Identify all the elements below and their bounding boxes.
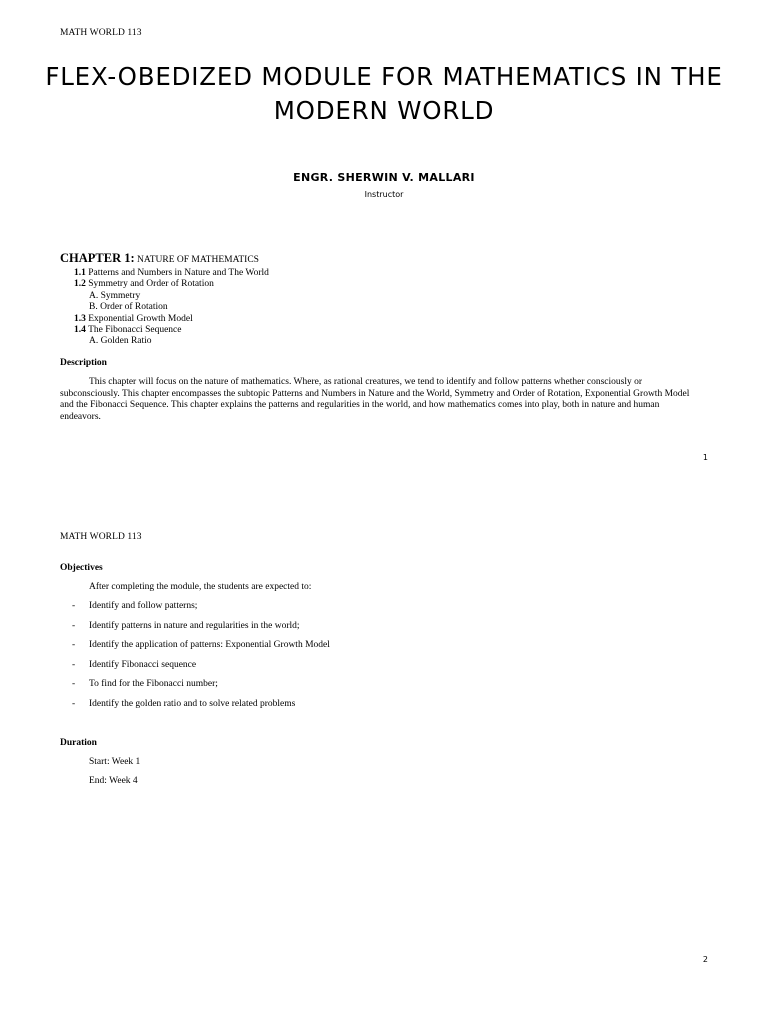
list-item: - Identify and follow patterns; [72,601,330,621]
duration-start: Start: Week 1 [89,757,141,767]
toc-item: 1.2 Symmetry and Order of Rotation [74,279,214,290]
objectives-list [72,601,330,719]
chapter-heading [60,251,259,266]
page-header: MATH WORLD 113 [60,28,142,38]
description-paragraph: This chapter will focus on the nature of mathematics. Where, as rational creatures, we tend to identify and follow patterns whether consciously or subconsciously. This chapter encompasses the subtopic Patterns and Numbers in Nature and the World, Symmetry and Order of Rotation, Exponential Growth Model and the Fibonacci Sequence. This chapter explains the patterns and regularities in the world, and how mathematics comes into play, both in nature and human endeavors. [60,377,690,422]
toc-item: 1.1 Patterns and Numbers in Nature and The World [74,268,269,278]
list-item: - To find for the Fibonacci number; [72,679,330,699]
chapter-title: NATURE OF MATHEMATICS [137,255,259,265]
list-item: - Identify Fibonacci sequence [72,660,330,680]
objectives-heading: Objectives [60,563,103,573]
toc-subitem: B. Order of Rotation [89,302,168,313]
list-item: - Identify the application of patterns: Exponential Growth Model [72,640,330,660]
list-item: - Identify the golden ratio and to solve related problems [72,699,330,719]
bullet-dash: - [72,601,76,611]
page-number: 2 [702,955,708,964]
author-name: ENGR. SHERWIN V. MALLARI [293,171,475,184]
toc-subitem: A. Golden Ratio [89,336,152,347]
toc-item: 1.3 Exponential Growth Model [74,313,193,324]
duration-heading: Duration [60,738,97,748]
toc-item: 1.4 The Fibonacci Sequence [74,325,182,336]
author-role: Instructor [364,190,404,199]
description-heading: Description [60,358,107,368]
bullet-dash: - [72,620,76,631]
bullet-dash: - [72,679,76,690]
objectives-intro: After completing the module, the students are expected to: [89,582,312,592]
bullet-dash: - [72,698,76,709]
page-header: MATH WORLD 113 [60,532,142,542]
bullet-dash: - [72,640,76,651]
bullet-dash: - [72,659,76,670]
list-item: - Identify patterns in nature and regularities in the world; [72,621,330,641]
chapter-label: CHAPTER 1: [60,251,135,265]
toc-subitem: A. Symmetry [89,290,141,301]
page-2 [0,512,768,1024]
page-number: 1 [702,453,708,462]
duration-end: End: Week 4 [89,776,138,786]
table-of-contents [74,268,269,348]
module-title: FLEX-OBEDIZED MODULE FOR MATHEMATICS IN THE MODERN WORLD [45,62,723,125]
